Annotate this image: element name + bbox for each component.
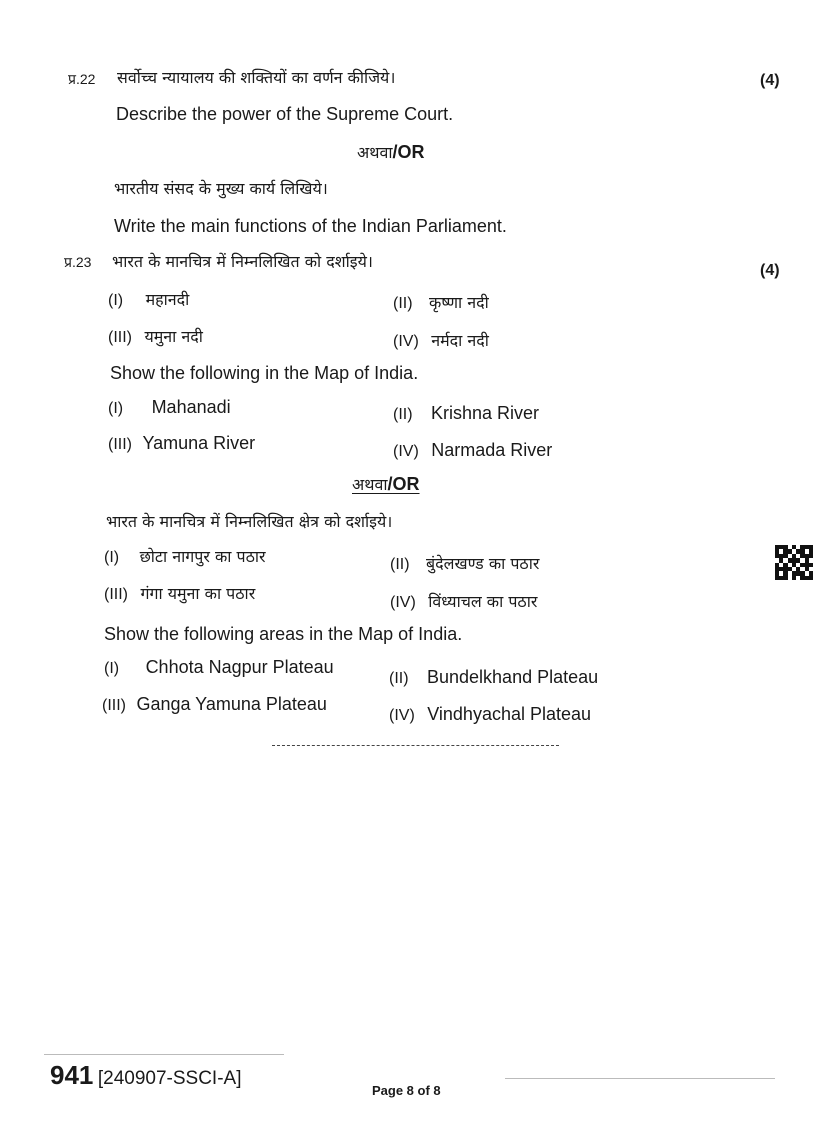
item-number: (II) — [389, 670, 409, 687]
item-number: (IV) — [393, 443, 419, 460]
item-text: Ganga Yamuna Plateau — [136, 694, 327, 714]
item-number: (II) — [393, 406, 413, 423]
item-number: (III) — [108, 436, 132, 453]
item-text: यमुना नदी — [144, 327, 203, 346]
item-number: (IV) — [390, 594, 416, 611]
item-number: (I) — [108, 400, 124, 417]
footer-left-rule — [44, 1054, 284, 1055]
item-text: नर्मदा नदी — [431, 331, 489, 350]
paper-code-number: 941 — [50, 1060, 94, 1090]
paper-code — [50, 1060, 241, 1091]
q22-english-text: Describe the power of the Supreme Court. — [116, 104, 454, 124]
item-number: (II) — [393, 295, 413, 312]
or-hindi: अथवा — [352, 475, 388, 494]
item-text: महानदी — [145, 290, 190, 309]
item-text: Vindhyachal Plateau — [427, 704, 592, 724]
item-number: (III) — [104, 586, 128, 603]
q23-or-divider — [352, 473, 420, 495]
item-text: बुंदेलखण्ड का पठार — [426, 554, 540, 573]
q23-hindi-text: भारत के मानचित्र में निम्नलिखित को दर्शाइये। — [112, 252, 373, 271]
item-text: गंगा यमुना का पठार — [140, 584, 256, 603]
item-text: विंध्याचल का पठार — [428, 592, 538, 611]
q22-marks: (4) — [760, 72, 780, 89]
q23-english-item-1 — [108, 397, 231, 418]
item-text: Yamuna River — [142, 433, 256, 453]
q23-alt-english-item-1 — [104, 657, 334, 678]
q23-alt-hindi-item-4 — [390, 590, 537, 612]
item-number: (IV) — [393, 333, 419, 350]
item-number: (IV) — [389, 707, 415, 724]
item-number: (III) — [102, 697, 126, 714]
item-text: Mahanadi — [151, 397, 231, 417]
or-hindi: अथवा — [357, 143, 393, 162]
q23-alt-hindi-item-1 — [104, 545, 266, 567]
q23-marks: (4) — [760, 262, 780, 279]
question-number-22: प्र.22 — [68, 71, 96, 87]
item-text: छोटा नागपुर का पठार — [139, 547, 266, 566]
or-separator: / — [387, 474, 393, 494]
q23-alt-english-item-2 — [389, 667, 598, 688]
q23-alt-english-text: Show the following areas in the Map of India. — [104, 624, 463, 644]
q23-hindi-item-1 — [108, 288, 189, 310]
item-number: (III) — [108, 329, 132, 346]
q22-or-divider — [357, 141, 425, 163]
end-divider — [272, 745, 559, 746]
item-number: (II) — [390, 556, 410, 573]
q22-hindi-text: सर्वोच्च न्यायालय की शक्तियों का वर्णन कीजिये। — [117, 68, 396, 87]
q22-alt-hindi-text: भारतीय संसद के मुख्य कार्य लिखिये। — [114, 179, 328, 198]
q23-english-text: Show the following in the Map of India. — [110, 363, 419, 383]
q23-alt-english-item-3 — [102, 694, 327, 715]
q23-alt-english-item-4 — [389, 704, 591, 725]
q22-alt-english-text: Write the main functions of the Indian Parliament. — [114, 216, 507, 236]
q23-english-item-4 — [393, 440, 552, 461]
page-number: Page 8 of 8 — [372, 1083, 441, 1098]
item-number: (I) — [104, 660, 120, 677]
item-text: Chhota Nagpur Plateau — [145, 657, 334, 677]
q23-alt-hindi-item-2 — [390, 552, 539, 574]
q23-hindi-item-2 — [393, 291, 489, 313]
q23-hindi-item-3 — [108, 325, 203, 347]
item-text: Bundelkhand Plateau — [427, 667, 599, 687]
or-separator: / — [392, 142, 398, 162]
item-text: Krishna River — [431, 403, 540, 423]
item-text: कृष्णा नदी — [429, 293, 489, 312]
q23-english-item-3 — [108, 433, 255, 454]
question-number-23: प्र.23 — [64, 254, 92, 270]
or-english: OR — [397, 142, 425, 162]
item-number: (I) — [108, 292, 124, 309]
q23-alt-hindi-item-3 — [104, 582, 255, 604]
or-english: OR — [392, 474, 420, 494]
item-number: (I) — [104, 549, 120, 566]
qr-code-icon — [775, 545, 813, 580]
q23-alt-hindi-text: भारत के मानचित्र में निम्नलिखित क्षेत्र को दर्शाइये। — [106, 512, 393, 531]
paper-code-text: [240907-SSCI-A] — [97, 1068, 242, 1089]
item-text: Narmada River — [431, 440, 553, 460]
q23-english-item-2 — [393, 403, 539, 424]
footer-right-rule — [505, 1078, 775, 1079]
q23-hindi-item-4 — [393, 329, 489, 351]
